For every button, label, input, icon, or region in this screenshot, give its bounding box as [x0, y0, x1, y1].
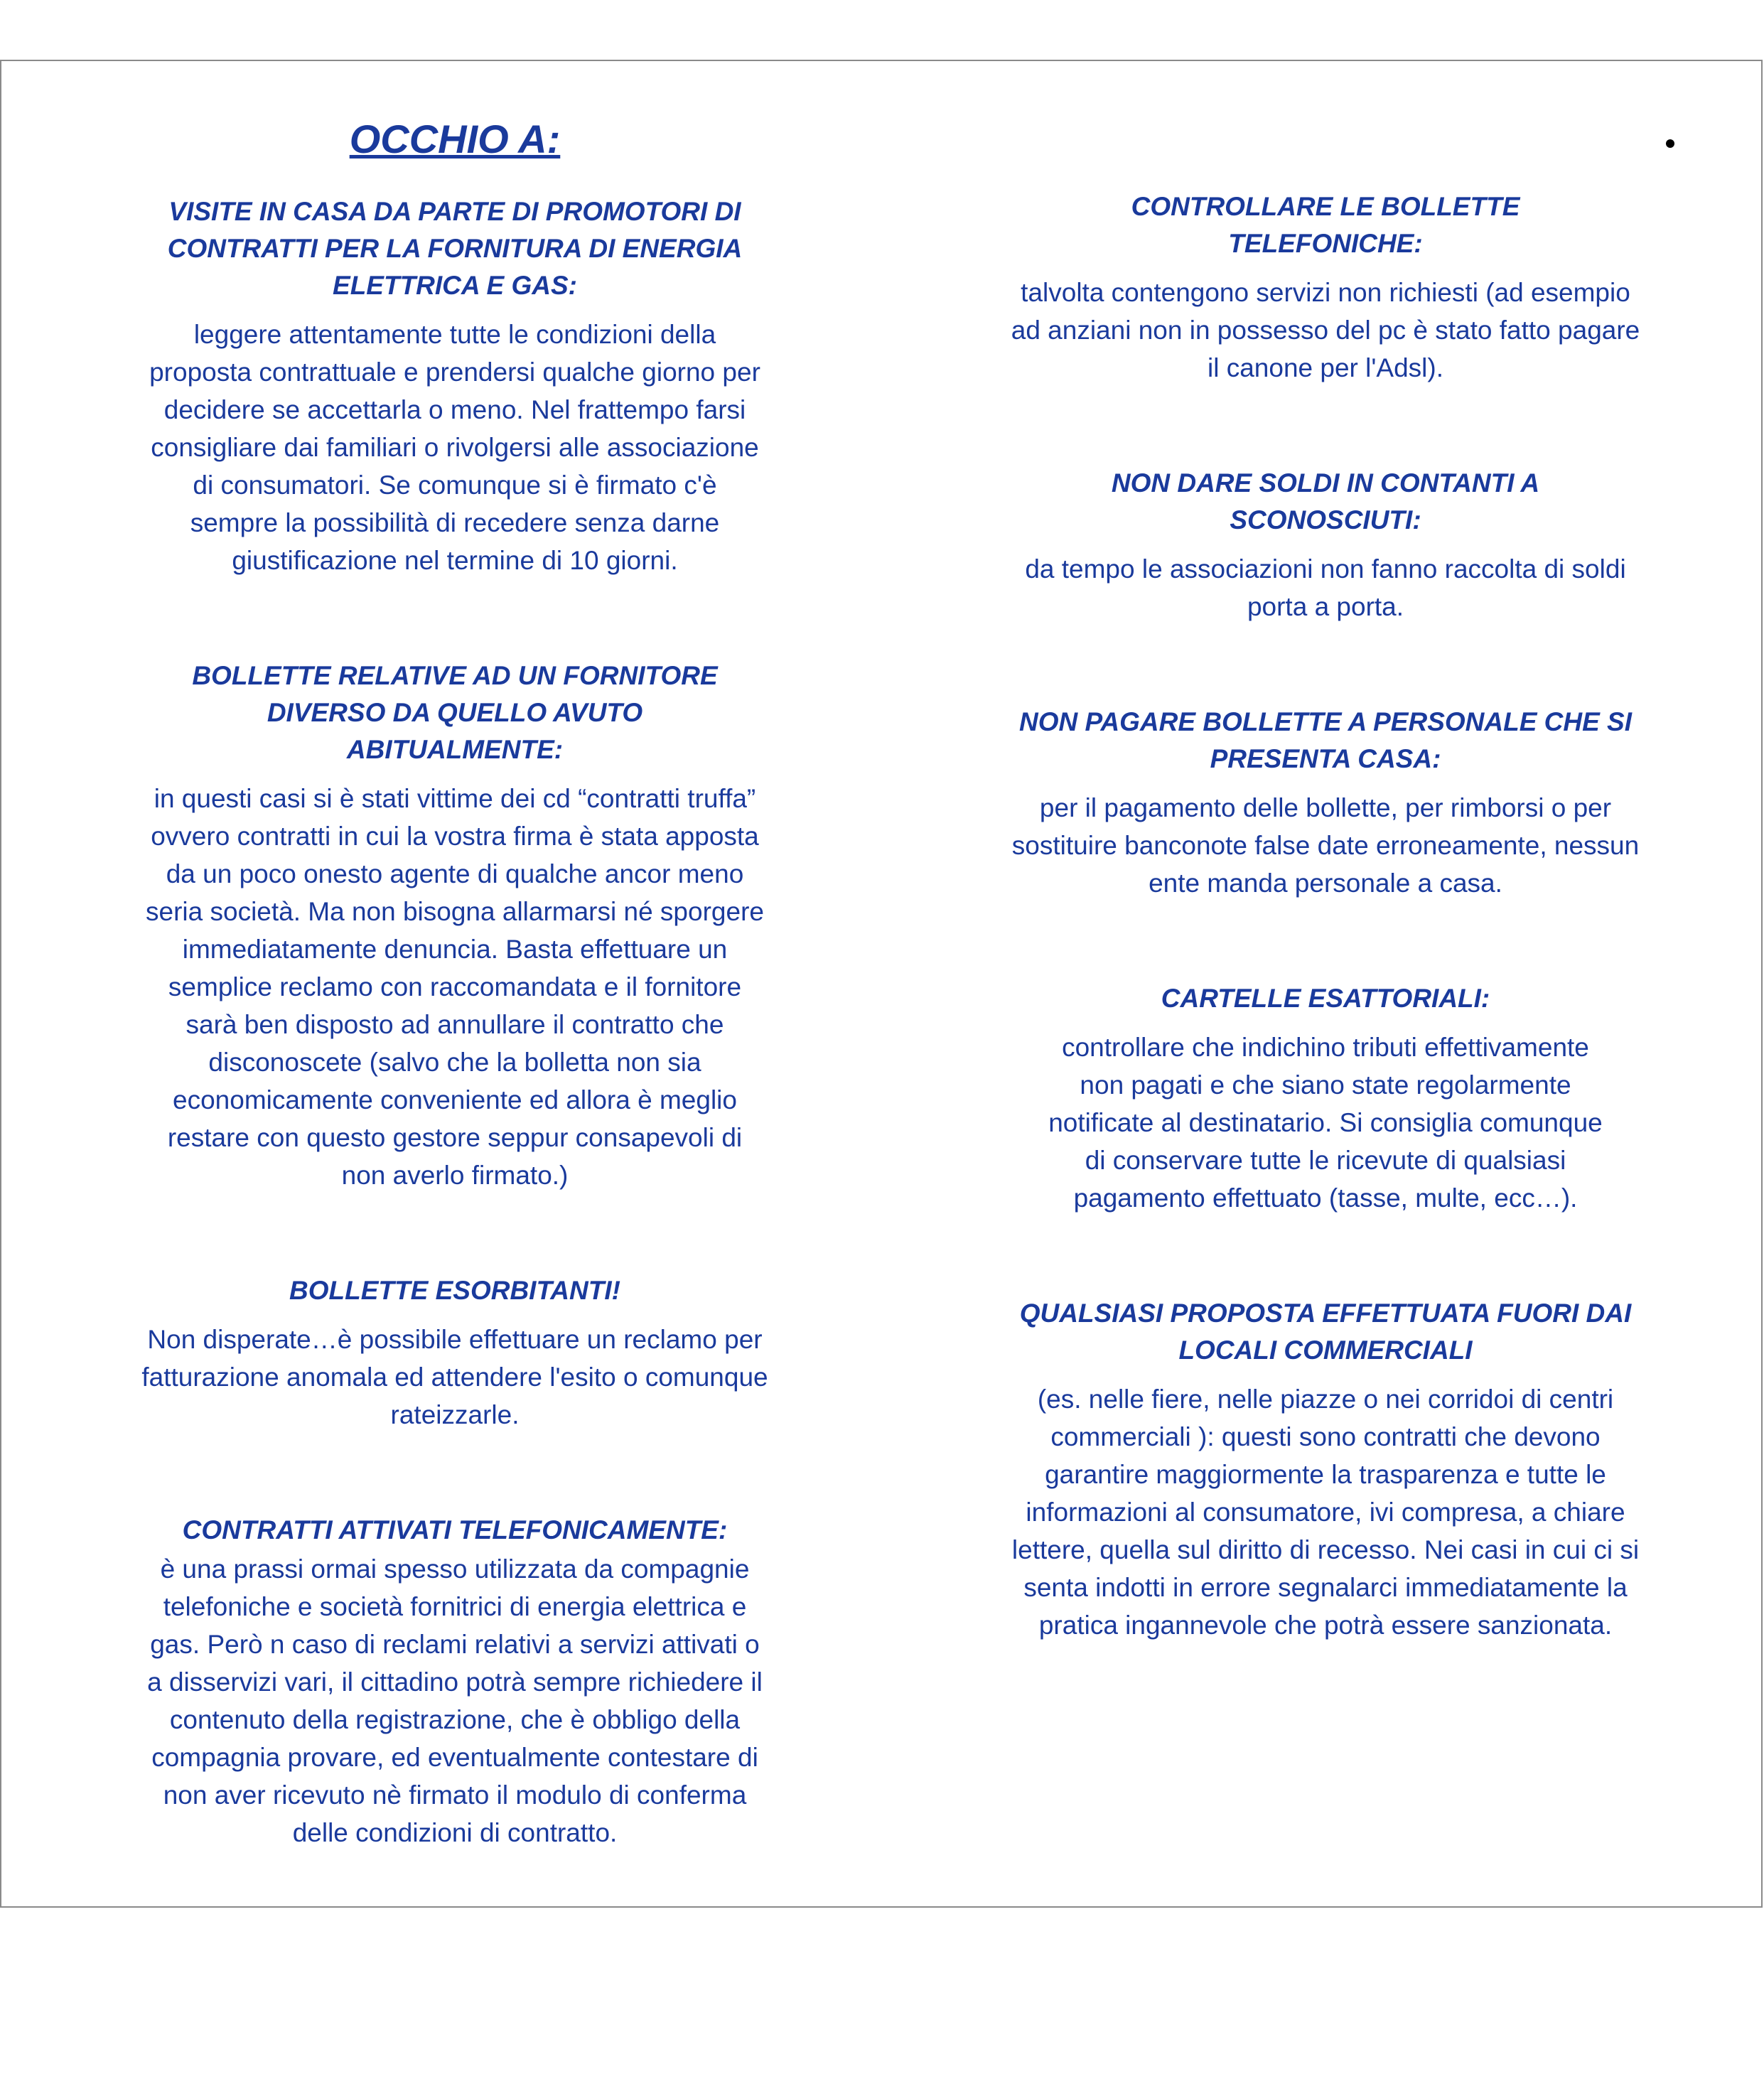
section-heading: QUALSIASI PROPOSTA EFFETTUATA FUORI DAI LOCALI COMMERCIALI	[1019, 1299, 1632, 1365]
section-body: in questi casi si è stati vittime dei cd “contratti truffa” ovvero contratti in cui la vostra firma è stata apposta da un poco onesto agente di qualche ancor meno seria società. Ma non bisogna allarmarsi né sporgere immediatamente denuncia. Basta effettuare un semplice reclamo con raccomandata e il fornitore sarà ben disposto ad annullare il contratto che disconoscete (salvo che la bolletta non sia economicamente conveniente ed allora è meglio restare con questo gestore seppur consapevoli di non averlo firmato.)	[146, 784, 764, 1190]
section-contratti-telefonici	[121, 1512, 789, 1852]
section-heading: CARTELLE ESATTORIALI:	[1161, 984, 1490, 1013]
section-heading: CONTRATTI ATTIVATI TELEFONICAMENTE:	[182, 1515, 728, 1544]
section-body: è una prassi ormai spesso utilizzata da compagnie telefoniche e società fornitrici di energia elettrica e gas. Però n caso di reclami relativi a servizi attivati o a disservizi vari, il cittadino potrà sempre richiedere il contenuto della registrazione, che è obbligo della compagnia provare, ed eventualmente contestare di non aver ricevuto nè firmato il modulo di conferma delle condizioni di contratto.	[147, 1554, 763, 1847]
section-cartelle-esattoriali	[995, 980, 1656, 1217]
section-proposte-fuori-locali	[995, 1295, 1656, 1644]
section-heading: CONTROLLARE LE BOLLETTE TELEFONICHE:	[1131, 192, 1520, 258]
section-body: (es. nelle fiere, nelle piazze o nei corridoi di centri commerciali ): questi sono contratti che devono garantire maggiormente la trasparenza e tutte le informazioni al consumatore, ivi compresa, a chiare lettere, quella sul diritto di recesso. Nei casi in cui ci si senta indotti in errore segnalarci immediatamente la pratica ingannevole che potrà essere sanzionata.	[1011, 1385, 1640, 1640]
section-body: Non disperate…è possibile effettuare un reclamo per fatturazione anomala ed attendere l'esito o comunque rateizzarle.	[141, 1325, 768, 1429]
section-body: talvolta contengono servizi non richiesti (ad esempio ad anziani non in possesso del pc è stato fatto pagare il canone per l'Adsl).	[1011, 278, 1640, 382]
section-bollette-fornitore-diverso	[121, 657, 789, 1194]
section-visite-in-casa	[121, 193, 789, 579]
left-column	[121, 114, 789, 1852]
page-title: OCCHIO A:	[349, 117, 561, 161]
section-body: leggere attentamente tutte le condizioni della proposta contrattuale e prendersi qualche giorno per decidere se accettarla o meno. Nel frattempo farsi consigliare dai familiari o rivolgersi alle associazione di consumatori. Se comunque si è firmato c'è sempre la possibilità di recedere senza darne giustificazione nel termine di 10 giorni.	[149, 320, 760, 575]
section-heading: BOLLETTE ESORBITANTI!	[289, 1276, 620, 1305]
right-column	[995, 188, 1656, 1644]
section-bollette-esorbitanti	[121, 1272, 789, 1434]
section-heading: BOLLETTE RELATIVE AD UN FORNITORE DIVERSO DA QUELLO AVUTO ABITUALMENTE:	[192, 661, 718, 764]
section-heading: NON PAGARE BOLLETTE A PERSONALE CHE SI PRESENTA CASA:	[1018, 707, 1633, 773]
section-bollette-telefoniche	[995, 188, 1656, 387]
section-heading: VISITE IN CASA DA PARTE DI PROMOTORI DI CONTRATTI PER LA FORNITURA DI ENERGIA ELETTRICA E GAS:	[167, 197, 743, 300]
section-pagare-bollette-personale	[995, 704, 1656, 902]
section-body: per il pagamento delle bollette, per rimborsi o per sostituire banconote false date erroneamente, nessun ente manda personale a casa.	[1011, 793, 1640, 898]
section-soldi-contanti	[995, 465, 1656, 625]
section-body: da tempo le associazioni non fanno raccolta di soldi porta a porta.	[1025, 554, 1626, 621]
bullet-dot-icon	[1666, 139, 1674, 148]
section-heading: NON DARE SOLDI IN CONTANTI A SCONOSCIUTI:	[1111, 468, 1540, 534]
section-body: controllare che indichino tributi effettivamente non pagati e che siano state regolarmente notificate al destinatario. Si consiglia comunque di conservare tutte le ricevute di qualsiasi pagamento effettuato (tasse, multe, ecc…).	[1048, 1033, 1603, 1213]
